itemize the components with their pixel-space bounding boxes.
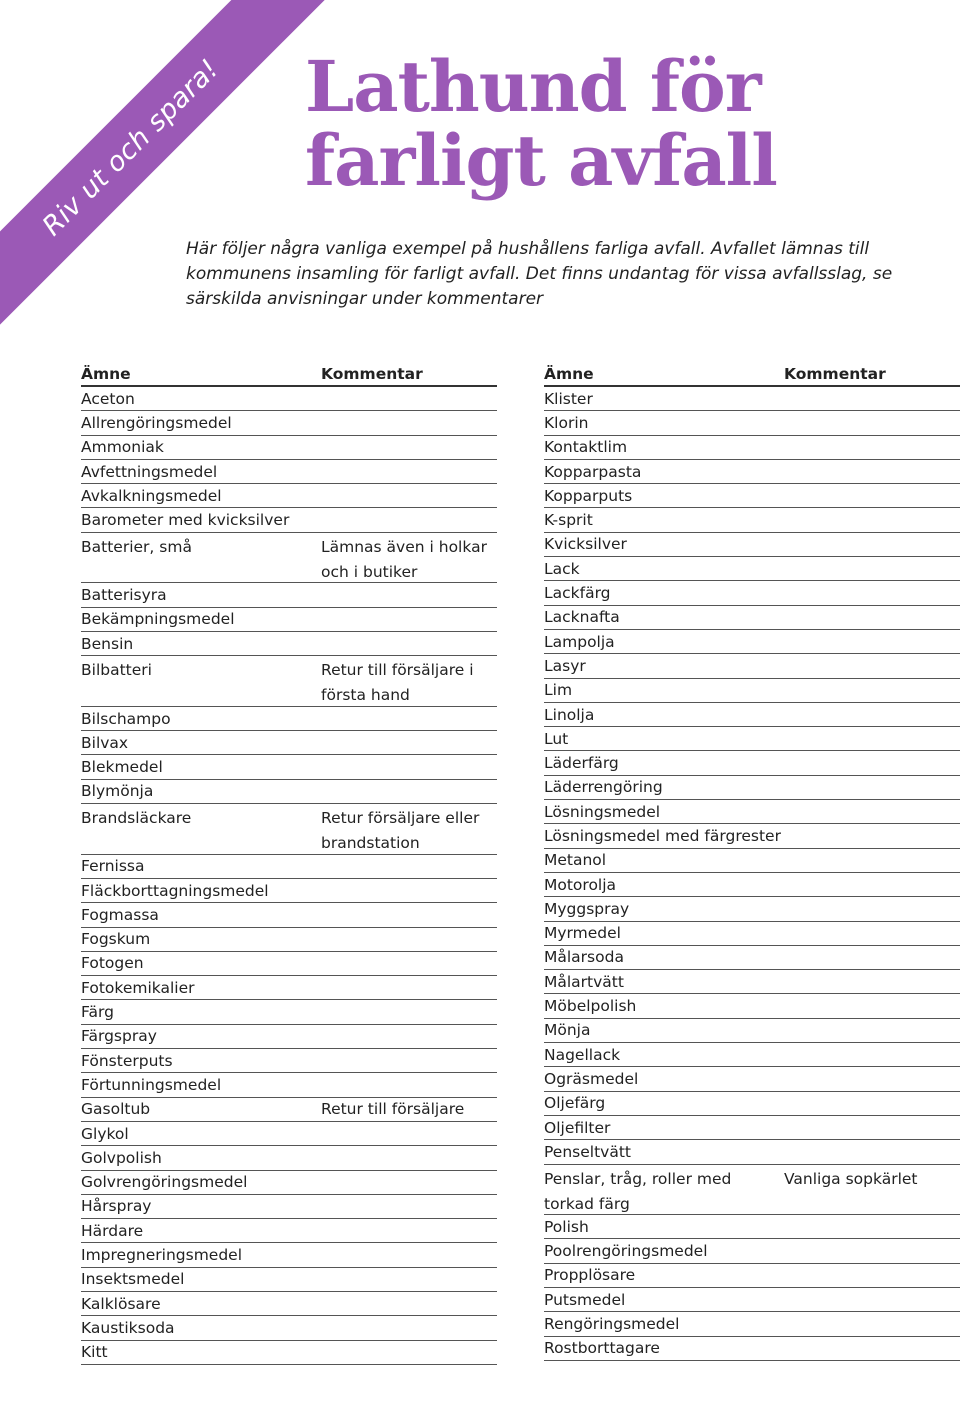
cell-topic: Impregneringsmedel [81,1246,243,1265]
cell-topic: Rostborttagare [544,1339,660,1358]
cell-topic: Myggspray [544,899,630,918]
page-title [305,45,777,202]
table-row [544,1019,960,1043]
ribbon-text: Riv ut och spara! [36,53,225,242]
cell-topic: Glykol [81,1124,129,1143]
table-row [544,751,960,775]
cell-topic: Fönsterputs [81,1051,173,1070]
table-row [81,1243,497,1267]
table-row [544,606,960,630]
cell-topic: Lack [544,559,580,578]
cell-topic: K-sprit [544,511,593,530]
cell-topic: Ammoniak [81,438,164,457]
table-row [81,411,497,435]
cell-topic: Avfettningsmedel [81,462,218,481]
cell-topic: Oljefärg [544,1094,606,1113]
cell-topic: Kaustiksoda [81,1318,175,1337]
cell-topic: Oljefilter [544,1118,611,1137]
cell-topic: Målarsoda [544,948,624,967]
cell-topic: Kitt [81,1343,108,1362]
cell-topic: Golvrengöringsmedel [81,1173,248,1192]
table-row [81,533,497,584]
table-row [544,1239,960,1263]
header-comment: Kommentar [321,365,423,383]
table-row [81,508,497,532]
cell-topic: Bilvax [81,733,129,752]
cell-topic: Läderrengöring [544,778,663,797]
cell-topic: Blekmedel [81,758,163,777]
cell-topic: Lacknafta [544,608,620,627]
table-row [81,1073,497,1097]
table-row [544,411,960,435]
waste-table-left [81,362,497,1365]
intro-text: Här följer några vanliga exempel på hushållens farliga avfall. Avfallet lämnas till kommunens insamling för farligt avfall. Det finns undantag för vissa avfallsslag, se särskilda anvisningar under kommentarer [186,239,893,309]
cell-topic: Metanol [544,851,607,870]
cell-topic: Klister [544,389,593,408]
cell-topic: Fernissa [81,857,145,876]
cell-comment: Retur till försäljare [321,1099,465,1118]
table-row [81,1025,497,1049]
cell-topic: Ogräsmedel [544,1069,639,1088]
cell-comment: Vanliga sopkärlet [784,1169,918,1188]
table-row [544,946,960,970]
table-row [544,703,960,727]
cell-topic: Brandsläckare [81,809,192,828]
waste-table-right [544,362,960,1361]
cell-comment: Lämnas även i holkar och i butiker [321,537,487,581]
cell-topic: Fogskum [81,930,151,949]
table-row [81,879,497,903]
table-row [544,800,960,824]
cell-topic: Batterier, små [81,537,192,556]
table-row [81,1195,497,1219]
table-row [81,976,497,1000]
table-header [81,362,497,387]
table-row [544,654,960,678]
table-row [544,387,960,411]
cell-comment: Retur försäljare eller brandstation [321,809,480,853]
table-row [544,1288,960,1312]
cell-topic: Nagellack [544,1045,621,1064]
cell-topic: Läderfärg [544,754,619,773]
table-row [544,1312,960,1336]
table-row [81,1049,497,1073]
table-row [544,557,960,581]
table-row [81,1000,497,1024]
cell-topic: Färgspray [81,1027,157,1046]
cell-topic: Lampolja [544,632,615,651]
cell-topic: Barometer med kvicksilver [81,511,290,530]
table-row [544,679,960,703]
table-row [81,1122,497,1146]
cell-topic: Poolrengöringsmedel [544,1242,708,1261]
table-row [544,727,960,751]
cell-topic: Penseltvätt [544,1142,631,1161]
table-row [81,903,497,927]
table-row [81,855,497,879]
table-row [81,707,497,731]
table-row [544,922,960,946]
table-row [544,630,960,654]
cell-topic: Fotogen [81,954,144,973]
cell-topic: Kontaktlim [544,438,628,457]
table-row [544,1140,960,1164]
table-row [544,1092,960,1116]
table-row [81,804,497,855]
table-row [544,849,960,873]
cell-topic: Kvicksilver [544,535,627,554]
cell-topic: Möbelpolish [544,997,637,1016]
cell-topic: Lut [544,729,569,748]
cell-topic: Batterisyra [81,586,167,605]
table-row [81,952,497,976]
table-row [81,436,497,460]
table-row [544,1337,960,1361]
cell-topic: Gasoltub [81,1100,151,1119]
table-row [81,387,497,411]
table-row [81,1268,497,1292]
cell-comment: Retur till försäljare i första hand [321,661,474,705]
header-topic: Ämne [544,365,594,383]
table-row [81,656,497,707]
table-row [544,776,960,800]
table-row [544,581,960,605]
title-line-2: farligt avfall [305,119,777,202]
table-body [81,387,497,1365]
cell-topic: Fogmassa [81,905,159,924]
table-row [544,436,960,460]
cell-topic: Klorin [544,413,589,432]
cell-topic: Kopparputs [544,486,633,505]
table-row [81,608,497,632]
cell-topic: Fotokemikalier [81,978,195,997]
table-row [81,460,497,484]
cell-topic: Allrengöringsmedel [81,413,232,432]
cell-topic: Motorolja [544,875,617,894]
table-row [544,994,960,1018]
cell-topic: Förtunningsmedel [81,1075,222,1094]
cell-topic: Lackfärg [544,584,611,603]
cell-topic: Bilschampo [81,709,171,728]
table-row [81,1341,497,1365]
table-row [544,1067,960,1091]
table-row [81,1316,497,1340]
table-row [544,824,960,848]
cell-topic: Lim [544,681,573,700]
table-row [544,508,960,532]
cell-topic: Rengöringsmedel [544,1314,680,1333]
table-row [81,1098,497,1122]
table-row [81,780,497,804]
cell-topic: Myrmedel [544,924,621,943]
cell-topic: Hårspray [81,1197,152,1216]
table-row [81,1146,497,1170]
table-row [81,1171,497,1195]
header-comment: Kommentar [784,365,886,383]
table-row [81,583,497,607]
cell-topic: Färg [81,1003,114,1022]
cell-topic: Insektsmedel [81,1270,185,1289]
cell-topic: Kalklösare [81,1294,161,1313]
table-row [544,970,960,994]
table-row [81,1292,497,1316]
cell-topic: Propplösare [544,1266,636,1285]
cell-topic: Avkalkningsmedel [81,486,222,505]
cell-topic: Linolja [544,705,595,724]
cell-topic: Lösningsmedel [544,802,661,821]
table-row [544,1264,960,1288]
table-row [81,755,497,779]
table-row [544,1165,960,1216]
cell-topic: Bekämpningsmedel [81,610,235,629]
table-header [544,362,960,387]
table-body [544,387,960,1361]
cell-topic: Polish [544,1217,589,1236]
table-row [544,1116,960,1140]
cell-topic: Putsmedel [544,1290,626,1309]
table-row [544,897,960,921]
cell-topic: Bilbatteri [81,661,152,680]
cell-topic: Bensin [81,634,134,653]
table-row [544,460,960,484]
table-row [81,1219,497,1243]
table-row [544,533,960,557]
cell-topic: Blymönja [81,782,154,801]
table-row [544,484,960,508]
cell-topic: Målartvätt [544,972,624,991]
cell-topic: Lösningsmedel med färgrester [544,826,781,845]
table-row [544,1043,960,1067]
table-row [81,928,497,952]
cell-topic: Härdare [81,1221,144,1240]
cell-topic: Penslar, tråg, roller med torkad färg [544,1169,732,1213]
header-topic: Ämne [81,365,131,383]
table-row [81,632,497,656]
table-row [544,873,960,897]
cell-topic: Mönja [544,1021,591,1040]
cell-topic: Golvpolish [81,1148,162,1167]
cell-topic: Kopparpasta [544,462,642,481]
table-row [544,1215,960,1239]
cell-topic: Aceton [81,389,135,408]
cell-topic: Lasyr [544,656,586,675]
cell-topic: Fläckborttagningsmedel [81,881,269,900]
title-line-1: Lathund för [305,45,761,128]
table-row [81,731,497,755]
table-row [81,484,497,508]
